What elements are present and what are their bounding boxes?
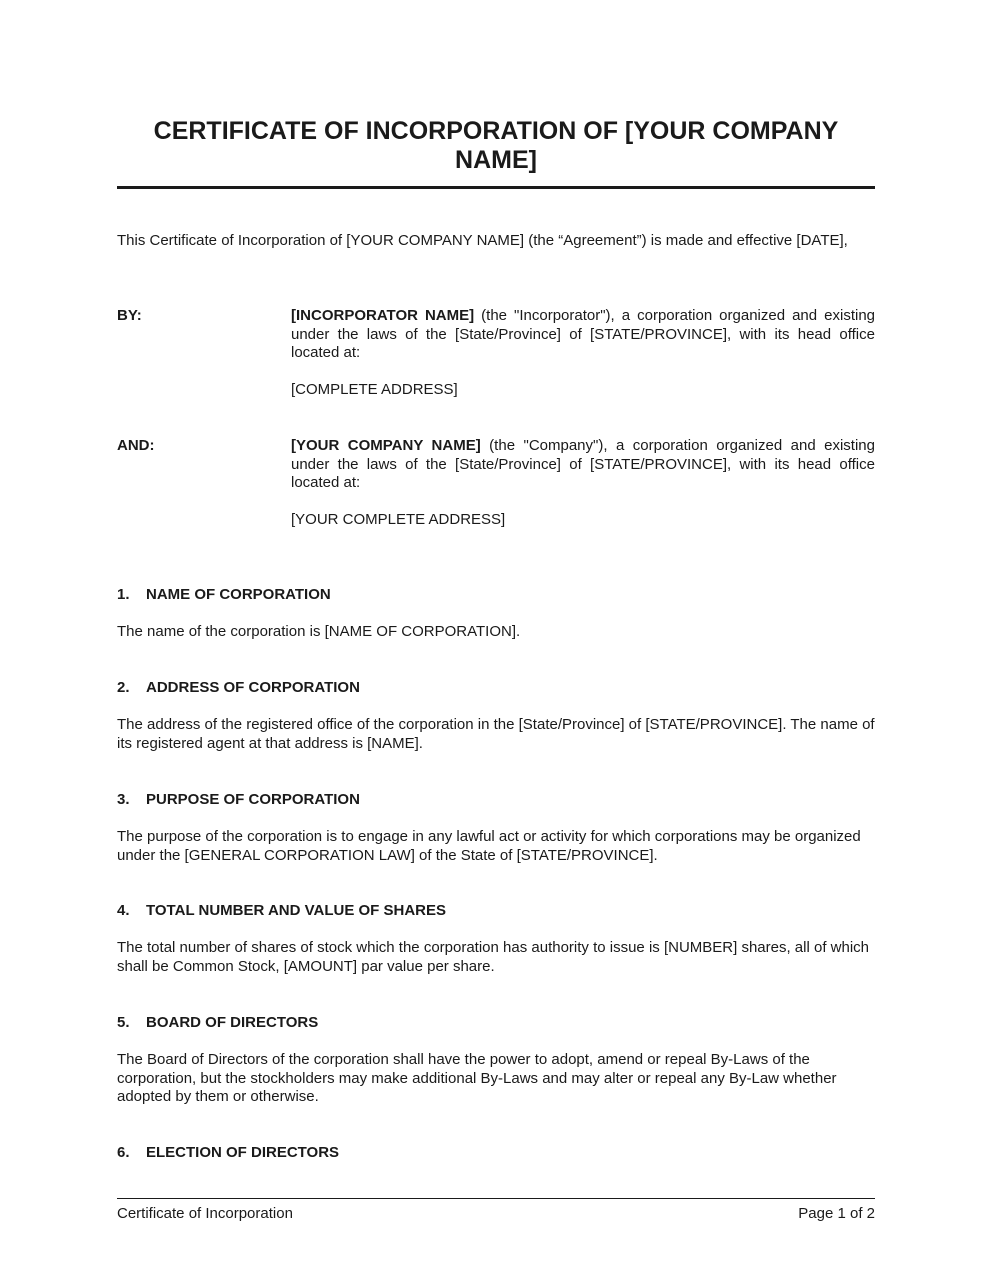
- section-body: The address of the registered office of the corporation in the [State/Province] of [STATE/PROVINCE]. The name of its registered agent at that address is [NAME].: [117, 716, 875, 752]
- section-body: The name of the corporation is [NAME OF CORPORATION].: [117, 623, 521, 640]
- section-number: 4.: [117, 902, 130, 919]
- party-by-description: [291, 307, 875, 363]
- footer-document-name: Certificate of Incorporation: [117, 1205, 293, 1222]
- section-number: 1.: [117, 586, 130, 603]
- section-heading: [117, 791, 360, 810]
- party-and-label: AND:: [117, 437, 155, 454]
- party-and-address: [YOUR COMPLETE ADDRESS]: [291, 511, 506, 528]
- party-by-text: (the "Incorporator"), a corporation organized and existing under the laws of the [State/Province] of [STATE/PROVINCE], with its head office located at:: [291, 307, 876, 361]
- party-and-name: [YOUR COMPANY NAME]: [291, 437, 481, 454]
- section-heading: [117, 1014, 318, 1033]
- section-body: The Board of Directors of the corporation shall have the power to adopt, amend or repeal By-Laws of the corporation, but the stockholders may make additional By-Laws and may alter or repeal any By-Law whether adopted by them or otherwise.: [117, 1051, 837, 1105]
- document-page: [117, 0, 875, 1280]
- section-title: TOTAL NUMBER AND VALUE OF SHARES: [146, 902, 447, 919]
- section-number: 3.: [117, 791, 130, 808]
- section-title: ADDRESS OF CORPORATION: [146, 679, 360, 696]
- section-heading: [117, 586, 331, 605]
- party-by-name: [INCORPORATOR NAME]: [291, 307, 475, 324]
- section-title: BOARD OF DIRECTORS: [146, 1014, 319, 1031]
- title-divider: [117, 186, 875, 189]
- document-title: CERTIFICATE OF INCORPORATION OF [YOUR COMPANY NAME]: [153, 117, 839, 174]
- party-and-description: [291, 437, 875, 493]
- section-body: The purpose of the corporation is to engage in any lawful act or activity for which corporations may be organized under the [GENERAL CORPORATION LAW] of the State of [STATE/PROVINCE].: [117, 828, 861, 864]
- section-heading: [117, 679, 360, 698]
- party-and-text: (the "Company"), a corporation organized and existing under the laws of the [State/Province] of [STATE/PROVINCE], with its head office located at:: [291, 437, 875, 491]
- intro-paragraph: This Certificate of Incorporation of [YOUR COMPANY NAME] (the “Agreement”) is made and effective [DATE],: [117, 232, 848, 249]
- footer-divider: [117, 1198, 875, 1199]
- section-number: 5.: [117, 1014, 130, 1031]
- footer-page-number: Page 1 of 2: [798, 1205, 875, 1222]
- section-heading: [117, 902, 446, 921]
- section-title: ELECTION OF DIRECTORS: [146, 1144, 340, 1161]
- section-body: The total number of shares of stock which the corporation has authority to issue is [NUMBER] shares, all of which shall be Common Stock, [AMOUNT] par value per share.: [117, 939, 870, 975]
- party-by-address: [COMPLETE ADDRESS]: [291, 381, 458, 398]
- section-number: 2.: [117, 679, 130, 696]
- section-title: PURPOSE OF CORPORATION: [146, 791, 360, 808]
- party-by-label: BY:: [117, 307, 142, 324]
- section-title: NAME OF CORPORATION: [146, 586, 331, 603]
- section-heading: [117, 1144, 339, 1163]
- section-number: 6.: [117, 1144, 130, 1161]
